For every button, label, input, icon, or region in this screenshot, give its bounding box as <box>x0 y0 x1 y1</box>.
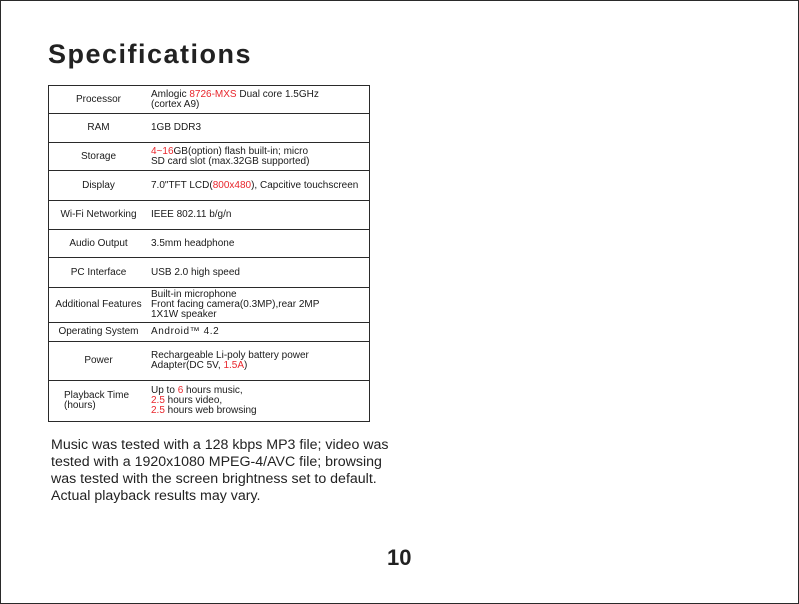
page-number: 10 <box>387 545 412 570</box>
spec-text: Up to <box>151 385 178 396</box>
highlight-text: 2.5 <box>151 405 165 416</box>
highlight-text: 800x480 <box>212 179 252 191</box>
highlight-text: 2.5 <box>151 395 165 406</box>
spec-value <box>148 86 370 114</box>
table-row <box>49 381 370 422</box>
highlight-text: 1.5A <box>223 360 245 371</box>
spec-value <box>148 143 370 171</box>
spec-value <box>148 381 370 422</box>
page-title: Specifications <box>48 39 253 69</box>
spec-label: Additional Features <box>49 288 149 323</box>
highlight-text: 8726-MXS <box>189 88 237 100</box>
spec-text: Rechargeable Li-poly battery power <box>151 350 309 361</box>
spec-label-text: (hours) <box>64 400 96 411</box>
spec-value <box>148 171 370 201</box>
table-row <box>49 323 370 342</box>
spec-text: Adapter(DC 5V, <box>151 360 224 371</box>
spec-label: Audio Output <box>49 230 149 258</box>
spec-text: ), Capcitive touchscreen <box>251 179 359 191</box>
highlight-text: 4~16 <box>151 145 174 157</box>
table-row <box>49 342 370 381</box>
spec-label: Storage <box>49 143 149 171</box>
highlight-text: 6 <box>177 385 184 396</box>
table-row <box>49 143 370 171</box>
spec-label: Operating System <box>49 323 149 342</box>
spec-text: hours web browsing <box>164 405 257 416</box>
spec-text: Dual core 1.5GHz <box>236 88 319 100</box>
spec-label: Processor <box>49 86 149 114</box>
spec-value: USB 2.0 high speed <box>148 258 370 288</box>
spec-text: 1X1W speaker <box>151 309 217 320</box>
spec-table <box>48 85 370 422</box>
spec-text: SD card slot (max.32GB supported) <box>151 155 310 167</box>
spec-text: Front facing camera(0.3MP),rear 2MP <box>151 299 320 310</box>
spec-text: Built-in microphone <box>151 289 237 300</box>
table-row <box>49 258 370 288</box>
spec-text: Amlogic <box>151 88 190 100</box>
spec-label-text: Playback Time <box>64 390 130 401</box>
playback-note: Music was tested with a 128 kbps MP3 file; video was tested with a 1920x1080 MPEG-4/AVC file; browsing was tested with the screen brightness set to default. Actual playback results may vary. <box>51 437 389 504</box>
spec-value: Android™ 4.2 <box>148 323 370 342</box>
spec-value: IEEE 802.11 b/g/n <box>148 201 370 230</box>
spec-value <box>148 288 370 323</box>
table-row <box>49 201 370 230</box>
table-row <box>49 230 370 258</box>
spec-text: 7.0"TFT LCD( <box>151 179 213 191</box>
spec-text: (cortex A9) <box>151 98 200 110</box>
table-row <box>49 114 370 143</box>
spec-text: hours music, <box>183 385 243 396</box>
table-row <box>49 288 370 323</box>
spec-label: RAM <box>49 114 149 143</box>
table-row <box>49 171 370 201</box>
spec-value: 1GB DDR3 <box>148 114 370 143</box>
spec-text: ) <box>244 360 248 371</box>
spec-label: PC Interface <box>49 258 149 288</box>
spec-value: 3.5mm headphone <box>148 230 370 258</box>
spec-label <box>49 381 149 422</box>
spec-text: hours video, <box>164 395 223 406</box>
spec-text: GB(option) flash built-in; micro <box>173 145 309 157</box>
spec-label: Power <box>49 342 149 381</box>
spec-label: Display <box>49 171 149 201</box>
spec-label: Wi-Fi Networking <box>49 201 149 230</box>
spec-value <box>148 342 370 381</box>
table-row <box>49 86 370 114</box>
